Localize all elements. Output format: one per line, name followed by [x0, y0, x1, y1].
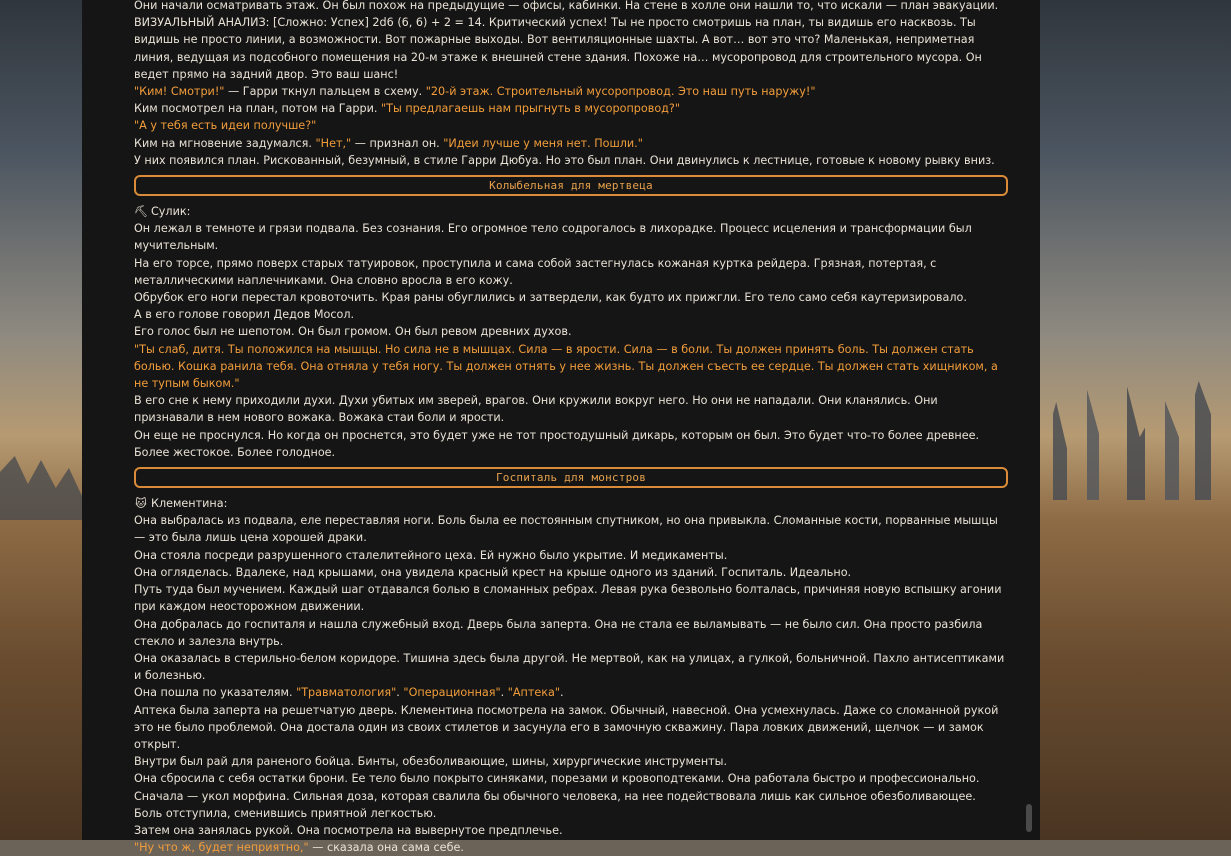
sign-label: "Травматология" — [296, 686, 397, 700]
quote: "Ну что ж, будет неприятно," — [134, 841, 309, 855]
quote: "Ты предлагаешь нам прыгнуть в мусоропровод?" — [381, 102, 680, 116]
pickaxe-icon: ⛏ — [134, 205, 149, 219]
paragraph: Она выбралась из подвала, еле переставляя ноги. Боль была ее постоянным спутником, но она привыкла. Сломанные кости, порванные мышцы — это была лишь цена хорошей драки. — [134, 514, 998, 545]
separator: . — [500, 686, 508, 700]
paragraph-signs — [134, 684, 1008, 701]
dialogue-line — [134, 135, 1008, 152]
speaker-name: Клементина: — [151, 497, 228, 511]
scrollbar-thumb[interactable] — [1026, 804, 1032, 832]
paragraph-skill-check: ВИЗУАЛЬНЫЙ АНАЛИЗ: [Сложно: Успех] 2d6 (6, 6) + 2 = 14. Критический успех! Ты не просто смотришь на план, ты видишь его насквозь. Ты видишь не просто линии, а возможности. Вот пожарные выходы. Вот вентиляционные шахты. А вот… вот это что? Маленькая, неприметная линия, ведущая из подсобного помещения на 20-м этаже к внешней стене здания. Похоже на… мусоропровод для строительного мусора. Он ведет прямо на задний двор. Это ваш шанс! — [134, 16, 982, 81]
paragraph: Она сбросила с себя остатки брони. Ее тело было покрыто синяками, порезами и кровоподтеками. Она работала быстро и профессионально. Сначала — укол морфина. Сильная доза, которая свалила бы обычного человека, на нее подействовала лишь как сильное обезболивающее. — [134, 772, 980, 803]
section-title-hospital: Госпиталь для монстров — [134, 467, 1008, 488]
paragraph: Он еще не проснулся. Но когда он проснется, это будет уже не тот простодушный дикарь, которым он был. Это будет что-то более древнее. Более жестокое. Более голодное. — [134, 428, 980, 459]
narration: Ким на мгновение задумался. — [134, 136, 316, 150]
speaker-name: Сулик: — [151, 205, 191, 219]
speaker-line — [134, 203, 1008, 220]
paragraph: Она стояла посреди разрушенного сталелитейного цеха. Ей нужно было укрытие. И медикаменты. — [134, 548, 728, 562]
paragraph: Аптека была заперта на решетчатую дверь. Клементина посмотрела на замок. Обычный, навесной. Она усмехнулась. Даже со сломанной рукой это не было проблемой. Она достала один из своих стилетов и засунула его в замочную скважину. Пара ловких движений, щелчок — и замок открыт. — [134, 703, 999, 751]
story-content — [134, 0, 1008, 856]
narration: — признал он. — [351, 136, 444, 150]
sign-label: "Аптека" — [507, 686, 561, 700]
cat-icon: 🐱 — [135, 497, 147, 511]
separator: . — [560, 686, 564, 700]
paragraph: Она огляделась. Вдалеке, над крышами, она увидела красный крест на крыше одного из зданий. Госпиталь. Идеально. — [134, 565, 852, 579]
narration: — сказала она сама себе. — [308, 841, 464, 855]
quote: "Ким! Смотри!" — [134, 85, 225, 99]
quote: "20-й этаж. Строительный мусоропровод. Это наш путь наружу!" — [425, 85, 816, 99]
paragraph: Его голос был не шепотом. Он был громом. Он был ревом древних духов. — [134, 325, 572, 339]
narration: Ким посмотрел на план, потом на Гарри. — [134, 102, 381, 116]
paragraph: Путь туда был мучением. Каждый шаг отдавался болью в сломанных ребрах. Левая рука безвольно болталась, причиняя новую вспышку агонии при каждом неосторожном движении. — [134, 583, 1002, 614]
dialogue-line: "А у тебя есть идеи получше?" — [134, 119, 317, 133]
paragraph: Она добралась до госпиталя и нашла служебный вход. Дверь была заперта. Она не стала ее выламывать — не было сил. Она просто разбила стекло и залезла внутрь. — [134, 617, 983, 648]
paragraph: Обрубок его ноги перестал кровоточить. Края раны обуглились и затвердели, как будто их прижгли. Его тело само себя каутеризировало. — [134, 291, 967, 305]
quote: "Нет," — [315, 136, 352, 150]
section-title-lullaby: Колыбельная для мертвеца — [134, 175, 1008, 196]
dialogue-line — [134, 839, 1008, 856]
dialogue-line — [134, 83, 1008, 100]
vertical-scrollbar[interactable] — [1026, 0, 1034, 840]
paragraph: Боль отступила, сменившись приятной легкостью. — [134, 806, 437, 820]
speaker-line — [134, 495, 1008, 512]
dialogue-line — [134, 100, 1008, 117]
paragraph: Затем она занялась рукой. Она посмотрела на вывернутое предплечье. — [134, 823, 563, 837]
quote: "Идеи лучше у меня нет. Пошли." — [443, 136, 643, 150]
paragraph-spirit-voice: "Ты слаб, дитя. Ты положился на мышцы. Но сила не в мышцах. Сила — в ярости. Сила — в боли. Ты должен принять боль. Ты должен стать болью. Кошка ранила тебя. Она отняла у тебя ногу. Ты должен отнять у нее жизнь. Ты должен съесть ее сердце. Ты должен стать хищником, а не тупым быком." — [134, 342, 998, 391]
story-panel[interactable] — [82, 0, 1040, 855]
paragraph: У них появился план. Рискованный, безумный, в стиле Гарри Дюбуа. Но это был план. Они двинулись к лестнице, готовые к новому рывку вниз. — [134, 153, 995, 167]
paragraph: Она оказалась в стерильно-белом коридоре. Тишина здесь была другой. Не мертвой, как на улицах, а гулкой, больничной. Пахло антисептиками и болезнью. — [134, 651, 1005, 683]
paragraph: Внутри был рай для раненого бойца. Бинты, обезболивающие, шины, хирургические инструменты. — [134, 755, 728, 769]
narration: Она пошла по указателям. — [134, 686, 297, 700]
separator: . — [396, 686, 404, 700]
paragraph: А в его голове говорил Дедов Мосол. — [134, 308, 355, 322]
paragraph: Он лежал в темноте и грязи подвала. Без сознания. Его огромное тело содрогалось в лихорадке. Процесс исцеления и трансформации был мучительным. — [134, 222, 972, 253]
narration: — Гарри ткнул пальцем в схему. — [224, 85, 426, 99]
paragraph: В его сне к нему приходили духи. Духи убитых им зверей, врагов. Они кружили вокруг него. Но они не нападали. Они кланялись. Они признавали в нем нового вожака. Вожака стаи боли и ярости. — [134, 394, 938, 425]
sign-label: "Операционная" — [403, 686, 501, 700]
paragraph: На его торсе, прямо поверх старых татуировок, проступила и сама собой застегнулась кожаная куртка рейдера. Грязная, потертая, с металлическими наплечниками. Она словно вросла в его кожу. — [134, 256, 937, 287]
paragraph: Они начали осматривать этаж. Он был похож на предыдущие — офисы, кабинки. На стене в холле они нашли то, что искали — план эвакуации. — [134, 0, 999, 12]
